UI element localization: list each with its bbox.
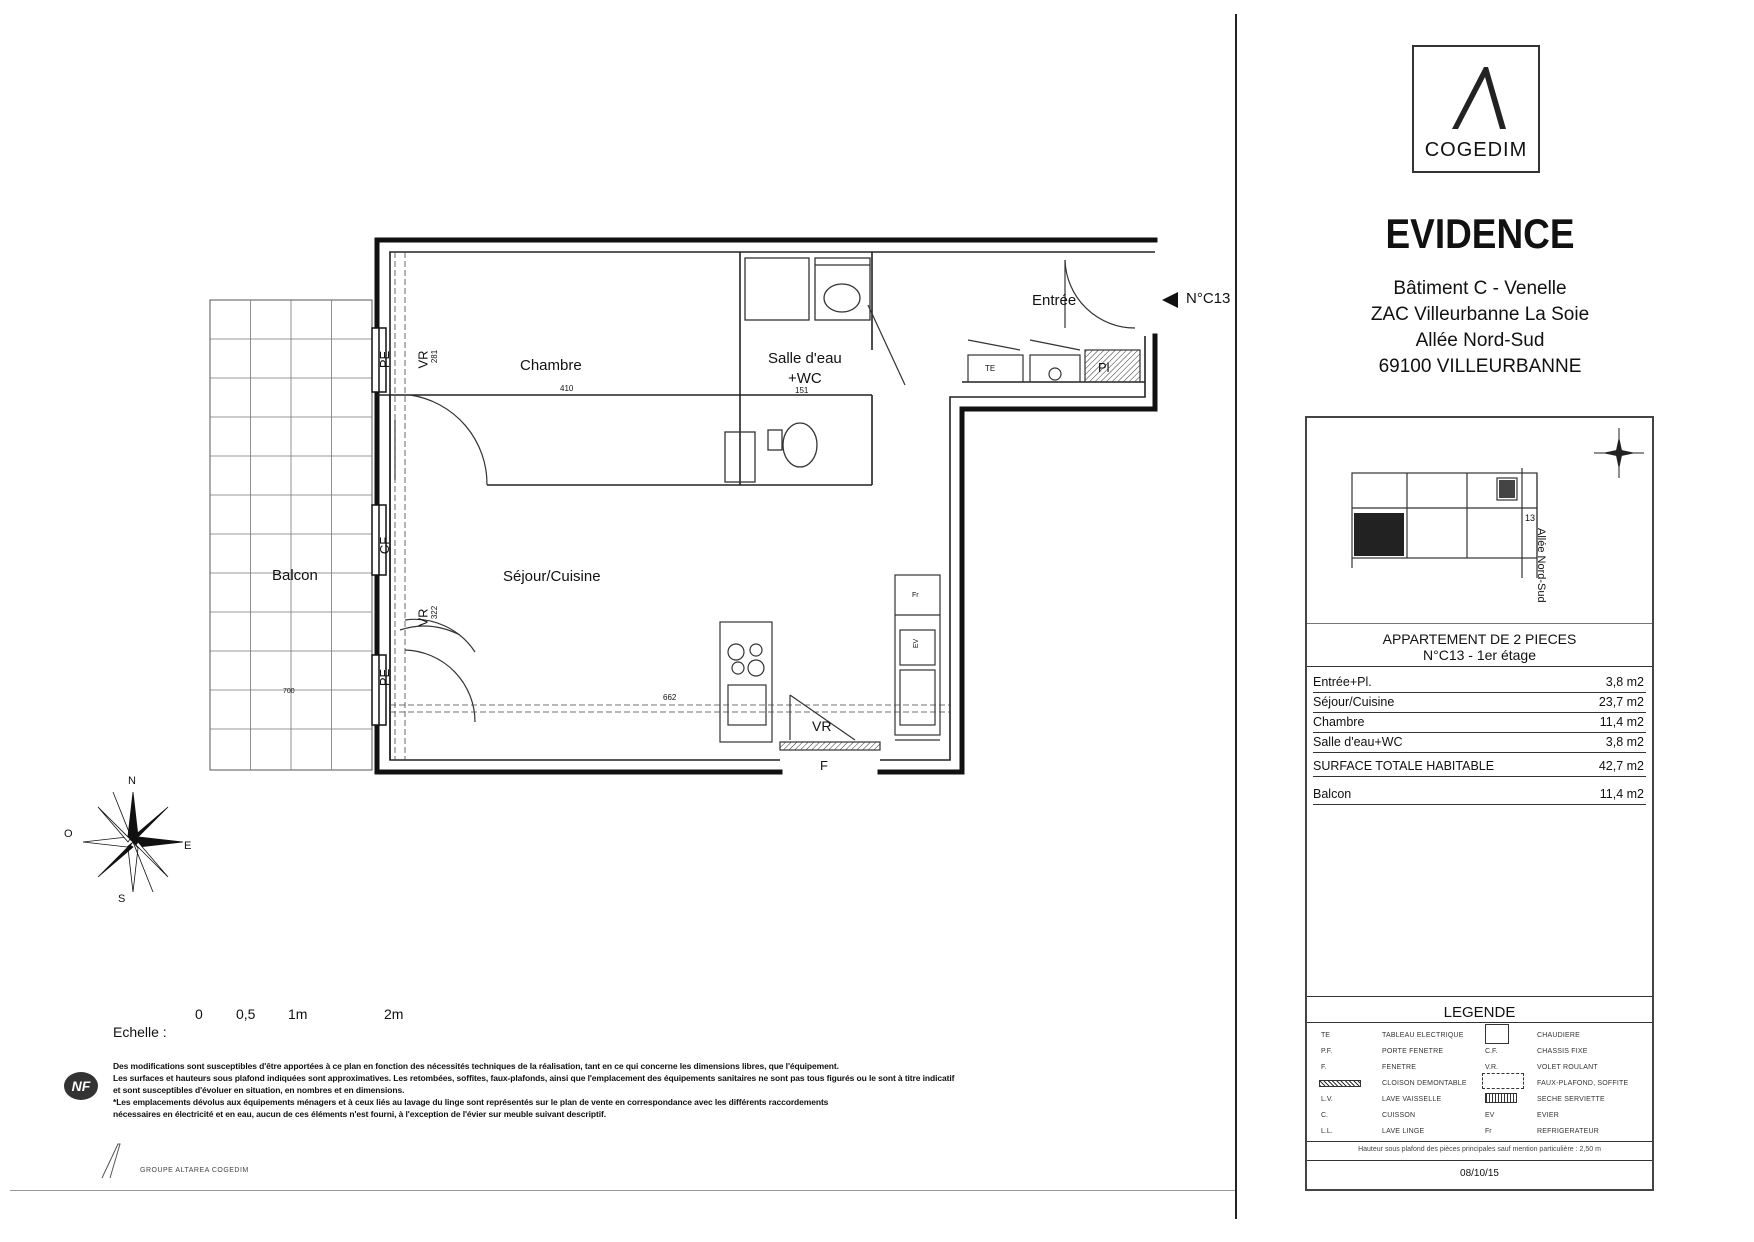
dim-sejour: 662 — [663, 693, 677, 702]
apartment-type: APPARTEMENT DE 2 PIECES — [1382, 631, 1577, 647]
area-row-sejour: Séjour/Cuisine 23,7 m2 — [1313, 692, 1646, 713]
area-row-entree: Entrée+Pl. 3,8 m2 — [1313, 672, 1646, 693]
info-panel — [1305, 416, 1654, 1191]
divider — [1307, 666, 1652, 667]
compass-e: E — [184, 840, 192, 852]
compass-s: S — [118, 893, 126, 905]
room-chambre: Chambre — [520, 357, 582, 374]
address-line-4: 69100 VILLEURBANNE — [1378, 356, 1582, 377]
address-line-1: Bâtiment C - Venelle — [1393, 278, 1567, 299]
legend-code: EV — [1485, 1112, 1495, 1119]
key-plan-street: Allée Nord-Sud — [1535, 528, 1547, 603]
inner-walls — [377, 252, 1155, 760]
label-ev: EV — [913, 638, 921, 649]
cloison-swatch — [1319, 1080, 1361, 1087]
area-row-total: SURFACE TOTALE HABITABLE 42,7 m2 — [1313, 756, 1646, 777]
ceiling-height-note: Hauteur sous plafond des pièces principales sauf mention particulière : 2,50 m — [1358, 1146, 1601, 1153]
room-sejour: Séjour/Cuisine — [503, 568, 601, 585]
cogedim-logo — [1412, 45, 1540, 173]
area-row-balcon: Balcon 11,4 m2 — [1313, 784, 1646, 805]
legend-code: P.F. — [1321, 1048, 1333, 1055]
label-te: TE — [985, 364, 996, 373]
date-rule — [1307, 1160, 1652, 1161]
note-line: Les surfaces et hauteurs sous plafond indiquées sont approximatives. Les retombées, soffites, faux-plafonds, ainsi que l'emplacement des équipements sanitaires ne sont pas tous figurés ou le sont à titre indicatif — [113, 1073, 955, 1083]
entry-arrow-icon — [1160, 290, 1180, 310]
altarea-mark-icon — [100, 1140, 130, 1180]
note-line: nécessaires en électricité et en eau, aucun de ces éléments n'est fourni, à l'exception de l'évier sur meuble suivant descriptif. — [113, 1109, 606, 1119]
legend-item: VOLET ROULANT — [1537, 1064, 1598, 1071]
room-salle-eau: Salle d'eau +WC — [768, 350, 842, 387]
compass-o: O — [64, 828, 73, 840]
label-pl: Pl — [1098, 360, 1110, 375]
dim-balcon: 700 — [283, 688, 295, 695]
legend-code: TE — [1321, 1032, 1330, 1039]
room-entree: Entrée — [1032, 292, 1077, 309]
legend-item: TABLEAU ELECTRIQUE — [1382, 1032, 1464, 1039]
room-balcon: Balcon — [272, 567, 318, 584]
legend-bottom-rule — [1307, 1141, 1652, 1142]
label-vr-3: VR — [812, 718, 832, 734]
note-line: Des modifications sont susceptibles d'être apportées à ce plan en fonction des nécessités techniques de la réalisation, tant en ce qui concerne les dimensions libres, que l'équipement. — [113, 1061, 839, 1071]
label-vr-2-dim: 322 — [430, 605, 440, 620]
vertical-separator — [1235, 14, 1237, 1219]
legend-top-rule — [1307, 996, 1652, 997]
nf-logo: NF — [64, 1072, 98, 1100]
legend-item: LAVE VAISSELLE — [1382, 1096, 1442, 1103]
footer-brand: GROUPE ALTAREA COGEDIM — [140, 1167, 249, 1174]
scale-tick-05: 0,5 — [236, 1006, 256, 1022]
legend-item: CUISSON — [1382, 1112, 1416, 1119]
legend-item: LAVE LINGE — [1382, 1128, 1425, 1135]
legend-item: PORTE FENETRE — [1382, 1048, 1444, 1055]
legend-item: SECHE SERVIETTE — [1537, 1096, 1605, 1103]
area-row-sdb: Salle d'eau+WC 3,8 m2 — [1313, 732, 1646, 753]
scale-label: Echelle : — [113, 1024, 167, 1040]
label-cf: CF — [377, 536, 393, 555]
legend-code: V.R. — [1485, 1064, 1498, 1071]
scale-tick-1m: 1m — [288, 1006, 308, 1022]
note-line: et sont susceptibles d'évoluer en situation, en nombres et en dimensions. — [113, 1085, 405, 1095]
apartment-number-floor: N°C13 - 1er étage — [1423, 647, 1536, 663]
plan-date: 08/10/15 — [1460, 1168, 1499, 1179]
label-vr-2: VR — [415, 608, 431, 627]
label-fr: Fr — [912, 592, 919, 599]
note-line: *Les emplacements dévolus aux équipements ménagers et à ceux liés au lavage du linge sont représentés sur le plan de vente en correspondance avec les différents raccordements — [113, 1097, 829, 1107]
logo-mark-icon — [1414, 47, 1538, 137]
legend-title: LEGENDE — [1443, 1004, 1516, 1021]
entry-closet — [968, 340, 1140, 382]
legend-code: F. — [1321, 1064, 1327, 1071]
bottom-rule — [10, 1190, 1235, 1191]
address-line-2: ZAC Villeurbanne La Soie — [1370, 304, 1590, 325]
legend-item: CLOISON DEMONTABLE — [1382, 1080, 1467, 1087]
seche-serviette-swatch — [1485, 1093, 1517, 1103]
compass-rose — [83, 792, 183, 892]
logo-text: COGEDIM — [1424, 139, 1528, 161]
legend-item: FAUX-PLAFOND, SOFFITE — [1537, 1080, 1629, 1087]
project-title: EVIDENCE — [1385, 210, 1575, 257]
label-vr-1-dim: 281 — [430, 349, 440, 364]
key-plan-drawing — [1307, 418, 1652, 623]
area-row-chambre: Chambre 11,4 m2 — [1313, 712, 1646, 733]
legend-rule — [1307, 1022, 1652, 1023]
dim-chambre: 410 — [560, 384, 574, 393]
address-line-3: Allée Nord-Sud — [1415, 330, 1545, 351]
chaudiere-swatch — [1485, 1024, 1509, 1044]
legend-item: CHAUDIERE — [1537, 1032, 1581, 1039]
unit-tag: N°C13 — [1186, 290, 1231, 307]
label-f: F — [820, 758, 828, 773]
door-swings — [395, 260, 1135, 722]
dim-sdb: 151 — [795, 386, 809, 395]
legend-code: L.V. — [1321, 1096, 1333, 1103]
compass-n: N — [128, 775, 136, 787]
legend-code: C.F. — [1485, 1048, 1498, 1055]
label-vr-1: VR — [415, 350, 431, 369]
legend-code: C. — [1321, 1112, 1328, 1119]
legend-code: Fr — [1485, 1128, 1492, 1135]
key-plan — [1307, 418, 1652, 624]
legend-item: CHASSIS FIXE — [1537, 1048, 1588, 1055]
scale-tick-0: 0 — [195, 1006, 203, 1022]
key-plan-unit: 13 — [1525, 513, 1536, 523]
false-ceiling-lines — [390, 252, 950, 760]
kitchen-fixtures — [720, 575, 940, 742]
legend-code: L.L. — [1321, 1128, 1333, 1135]
legend-item: REFRIGERATEUR — [1537, 1128, 1599, 1135]
disclaimer-notes — [113, 1060, 1013, 1120]
window-openings — [372, 328, 386, 725]
legend-item: EVIER — [1537, 1112, 1560, 1119]
label-pe-2: PE — [377, 668, 393, 687]
scale-tick-2m: 2m — [384, 1006, 404, 1022]
legend-item: FENETRE — [1382, 1064, 1417, 1071]
faux-plafond-swatch — [1482, 1073, 1524, 1089]
label-pe-1: PE — [377, 350, 393, 369]
